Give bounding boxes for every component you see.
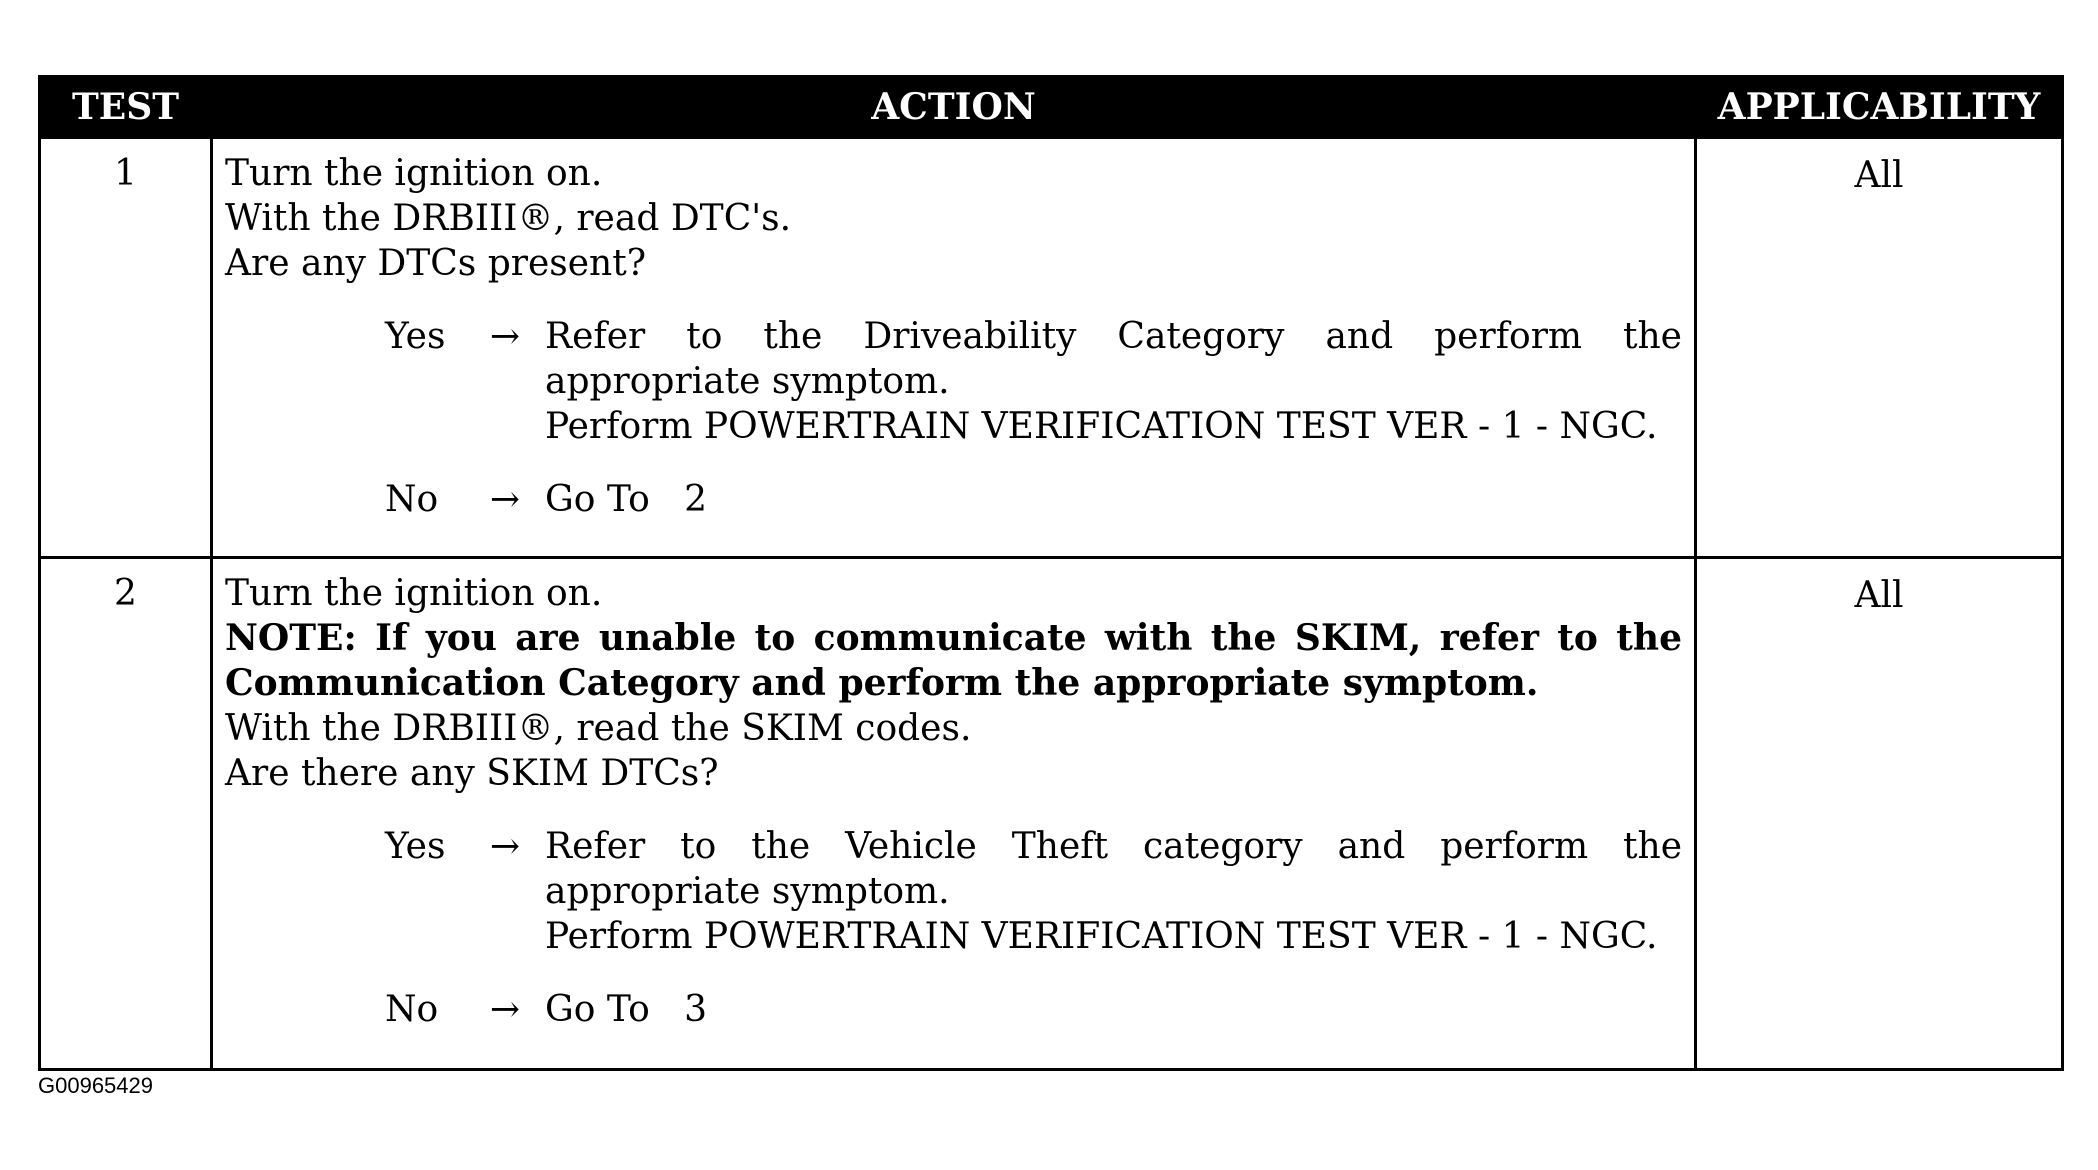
action-cell bbox=[212, 558, 1696, 1070]
yes-result bbox=[545, 314, 1682, 449]
arrow-icon: → bbox=[489, 826, 521, 867]
action-step: Are any DTCs present? bbox=[225, 243, 647, 284]
test-number: 2 bbox=[40, 558, 212, 1070]
header-test: TEST bbox=[40, 77, 212, 138]
result-line: Refer to the Driveability Category and perform the appropriate symptom. bbox=[545, 316, 1682, 402]
no-result: Go To 2 bbox=[545, 479, 707, 520]
no-label: No bbox=[385, 479, 439, 520]
yes-branch bbox=[385, 314, 1682, 449]
arrow-icon: → bbox=[489, 989, 521, 1030]
test-number: 1 bbox=[40, 138, 212, 558]
no-branch bbox=[385, 987, 1682, 1032]
action-step: Turn the ignition on. bbox=[225, 153, 603, 194]
applicability-value: All bbox=[1696, 558, 2063, 1070]
action-step: With the DRBIII®, read the SKIM codes. bbox=[225, 708, 972, 749]
diagnostic-test-table bbox=[38, 75, 2064, 1071]
result-line: Perform POWERTRAIN VERIFICATION TEST VER - 1 - NGC. bbox=[545, 916, 1658, 957]
yes-branch bbox=[385, 824, 1682, 959]
figure-id-caption: G00965429 bbox=[38, 1073, 153, 1098]
no-label: No bbox=[385, 989, 439, 1030]
note-text: NOTE: If you are unable to communicate with the SKIM, refer to the Communication Category and perform the appropriate symptom. bbox=[225, 617, 1682, 704]
header-applicability: APPLICABILITY bbox=[1696, 77, 2063, 138]
table-header-row bbox=[40, 77, 2063, 138]
action-step: Turn the ignition on. bbox=[225, 573, 603, 614]
result-line: Refer to the Vehicle Theft category and perform the appropriate symptom. bbox=[545, 826, 1682, 912]
yes-label: Yes bbox=[385, 826, 446, 867]
action-step: With the DRBIII®, read DTC's. bbox=[225, 198, 792, 239]
no-result: Go To 3 bbox=[545, 989, 707, 1030]
applicability-value: All bbox=[1696, 138, 2063, 558]
yes-result bbox=[545, 824, 1682, 959]
arrow-icon: → bbox=[489, 316, 521, 357]
table-row bbox=[40, 558, 2063, 1070]
result-line: Perform POWERTRAIN VERIFICATION TEST VER - 1 - NGC. bbox=[545, 406, 1658, 447]
header-action: ACTION bbox=[212, 77, 1696, 138]
table-row bbox=[40, 138, 2063, 558]
no-branch bbox=[385, 477, 1682, 522]
arrow-icon: → bbox=[489, 479, 521, 520]
action-cell bbox=[212, 138, 1696, 558]
yes-label: Yes bbox=[385, 316, 446, 357]
action-step: Are there any SKIM DTCs? bbox=[225, 753, 719, 794]
